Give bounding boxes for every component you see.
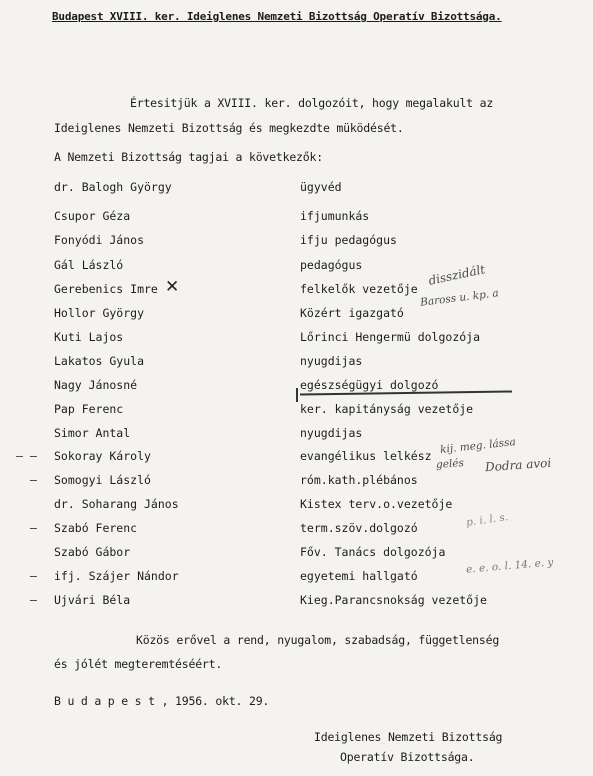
member-role: ker. kapitányság vezetője — [300, 402, 474, 416]
member-name: Ujvári Béla — [54, 593, 131, 607]
member-row — [0, 473, 593, 489]
member-row — [0, 180, 593, 196]
handwritten-note-szajer: e. e. o. l. 14. e. y — [465, 556, 554, 576]
member-name: Sokoray Károly — [54, 449, 151, 463]
member-role: ifju pedagógus — [300, 233, 397, 247]
handwritten-note-disszidalt: disszidált — [427, 262, 487, 288]
member-mark: — — [30, 449, 37, 463]
member-row — [0, 282, 593, 298]
member-name: Somogyi László — [54, 473, 151, 487]
member-row — [0, 306, 593, 322]
intro-line-1: Értesitjük a XVIII. ker. dolgozóit, hogy megalakult az — [130, 96, 494, 110]
intro-line-2: Ideiglenes Nemzeti Bizottság és megkezdte müködését. — [54, 121, 404, 135]
member-role: róm.kath.plébános — [300, 473, 418, 487]
member-name: ifj. Szájer Nándor — [54, 569, 179, 583]
member-role: egészségügyi dolgozó — [300, 378, 439, 392]
member-role: nyugdijas — [300, 354, 363, 368]
member-row — [0, 233, 593, 249]
member-role: Kistex terv.o.vezetője — [300, 497, 453, 511]
member-mark: — — [30, 593, 37, 607]
member-role: nyugdijas — [300, 426, 363, 440]
closing-line-2: és jólét megteremtéséért. — [54, 657, 223, 671]
document-header: Budapest XVIII. ker. Ideiglenes Nemzeti Bizottság Operatív Bizottsága. — [52, 10, 502, 23]
member-name: Kuti Lajos — [54, 330, 124, 344]
handwritten-note-sokoray-3: Dodra avoi — [484, 455, 552, 475]
member-row — [0, 330, 593, 346]
handwritten-note-sokoray-1: kij. meg. lássa — [439, 436, 517, 456]
margin-dash — [16, 456, 23, 457]
closing-line-1: Közös erővel a rend, nyugalom, szabadság, függetlenség — [136, 633, 500, 647]
member-name: Nagy Jánosné — [54, 378, 138, 392]
signature-line-2: Operatív Bizottsága. — [340, 750, 475, 764]
member-role: Közért igazgató — [300, 306, 404, 320]
member-name: Szabó Gábor — [54, 545, 131, 559]
handwritten-note-sokoray-2: gelés — [435, 457, 465, 471]
intro-line-3: A Nemzeti Bizottság tagjai a következők: — [54, 150, 323, 164]
member-role: term.szöv.dolgozó — [300, 521, 418, 535]
member-row — [0, 545, 593, 561]
member-row — [0, 209, 593, 225]
member-row — [0, 258, 593, 274]
member-role: felkelők vezetője — [300, 282, 418, 296]
member-name: Gál László — [54, 258, 124, 272]
member-role: evangélikus lelkész — [300, 449, 432, 463]
member-role: pedagógus — [300, 258, 363, 272]
handwritten-bracket — [296, 388, 298, 402]
member-role: ifjumunkás — [300, 209, 370, 223]
member-name: Szabó Ferenc — [54, 521, 138, 535]
member-role: Kieg.Parancsnokság vezetője — [300, 593, 487, 607]
member-role: ügyvéd — [300, 180, 342, 194]
member-role: Főv. Tanács dolgozója — [300, 545, 446, 559]
cross-mark-icon: ✕ — [165, 277, 180, 297]
member-name: Lakatos Gyula — [54, 354, 145, 368]
handwritten-note-szabo: p. i. l. s. — [465, 511, 509, 529]
member-role: Lőrinci Hengermü dolgozója — [300, 330, 481, 344]
member-name: Simor Antal — [54, 426, 131, 440]
member-row — [0, 354, 593, 370]
member-name: Fonyódi János — [54, 233, 145, 247]
signature-line-1: Ideiglenes Nemzeti Bizottság — [314, 730, 503, 744]
member-name: dr. Soharang János — [54, 497, 179, 511]
member-mark: — — [30, 521, 37, 535]
member-name: Hollor György — [54, 306, 145, 320]
handwritten-note-baross: Baross u. kp. a — [419, 287, 500, 309]
member-row — [0, 593, 593, 609]
member-name: Csupor Géza — [54, 209, 131, 223]
member-name: Gerebenics Imre — [54, 282, 158, 296]
member-role: egyetemi hallgató — [300, 569, 418, 583]
member-mark: — — [30, 569, 37, 583]
member-row — [0, 402, 593, 418]
member-name: dr. Balogh György — [54, 180, 172, 194]
date-line: B u d a p e s t , 1956. okt. 29. — [54, 694, 270, 708]
member-name: Pap Ferenc — [54, 402, 124, 416]
member-mark: — — [30, 473, 37, 487]
